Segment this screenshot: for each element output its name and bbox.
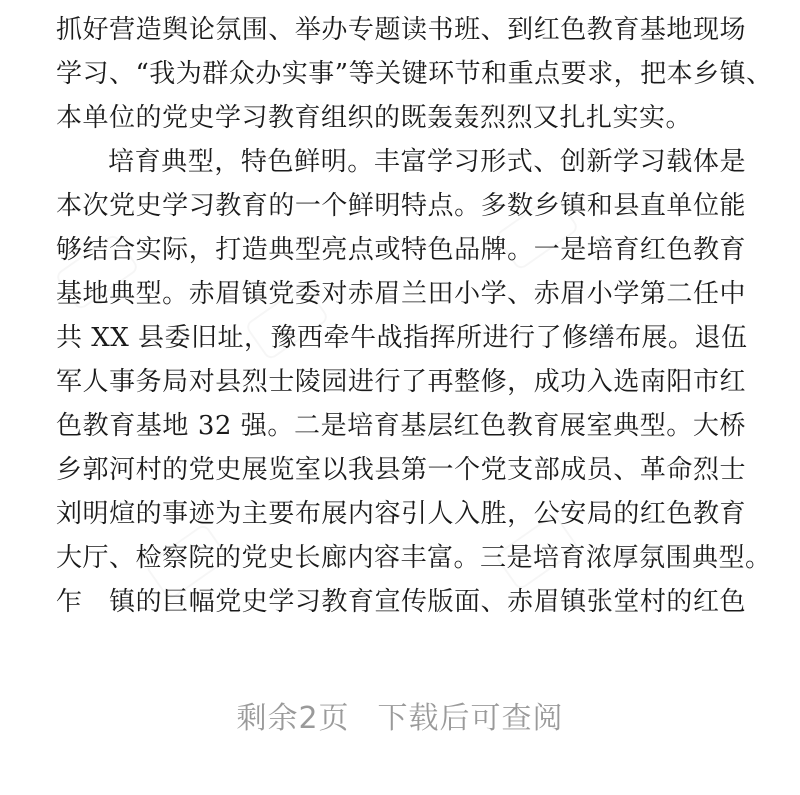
paragraph-line: 学习、“我为群众办实事”等关键环节和重点要求，把本乡镇、: [56, 59, 773, 89]
download-more-banner[interactable]: [0, 694, 800, 744]
paragraph-line: 大厅、检察院的党史长廊内容丰富。三是培育浓厚氛围典型。: [56, 543, 772, 573]
paragraph-line: 本次党史学习教育的一个鲜明特点。多数乡镇和县直单位能: [56, 191, 746, 221]
paragraph-line: 色教育基地 32 强。二是培育基层红色教育展室典型。大桥: [56, 411, 746, 441]
paragraph-line: 培育典型，特色鲜明。丰富学习形式、创新学习载体是: [108, 147, 746, 177]
paragraph-line: 够结合实际，打造典型亮点或特色品牌。一是培育红色教育: [56, 235, 746, 265]
paragraph-line: 乍 镇的巨幅党史学习教育宣传版面、赤眉镇张堂村的红色: [56, 587, 746, 617]
download-to-view-label[interactable]: 下载后可查阅: [377, 701, 564, 736]
paragraph-line: 基地典型。赤眉镇党委对赤眉兰田小学、赤眉小学第二任中: [56, 279, 746, 309]
paragraph-line: 共 XX 县委旧址，豫西牵牛战指挥所进行了修缮布展。退伍: [56, 323, 748, 353]
paragraph-line: 本单位的党史学习教育组织的既轰轰烈烈又扎扎实实。: [56, 103, 693, 133]
paragraph-line: 军人事务局对县烈士陵园进行了再整修，成功入选南阳市红: [56, 367, 746, 397]
paragraph-line: 乡郭河村的党史展览室以我县第一个党支部成员、革命烈士: [56, 455, 746, 485]
paragraph-line: 刘明煊的事迹为主要布展内容引人入胜，公安局的红色教育: [56, 499, 746, 529]
remaining-pages-label: 剩余2页: [236, 701, 350, 736]
paragraph-line: 抓好营造舆论氛围、举办专题读书班、到红色教育基地现场: [56, 15, 746, 45]
